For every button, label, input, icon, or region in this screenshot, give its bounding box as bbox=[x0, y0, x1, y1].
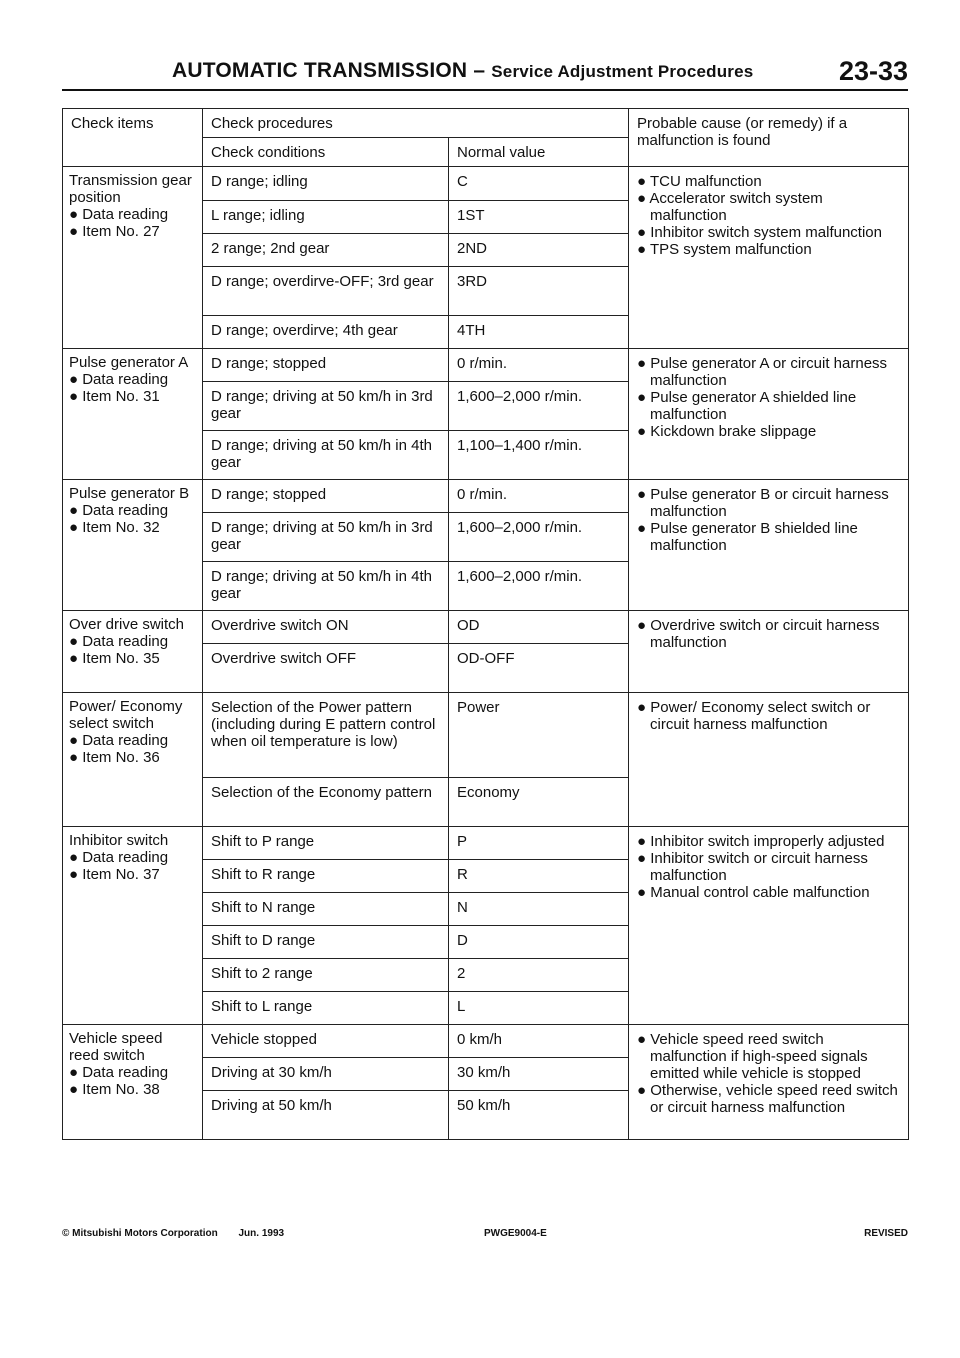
check-condition-cell: Driving at 50 km/h bbox=[203, 1091, 449, 1140]
check-item-line: ● Item No. 27 bbox=[69, 223, 160, 240]
check-condition-cell: D range; overdirve-OFF; 3rd gear bbox=[203, 267, 449, 316]
probable-cause-line: ● Otherwise, vehicle speed reed switch or circuit harness malfunction bbox=[637, 1082, 898, 1116]
probable-cause-line: ● Power/ Economy select switch or circuit harness malfunction bbox=[637, 699, 871, 733]
probable-cause-line: ● Overdrive switch or circuit harness malfunction bbox=[637, 617, 880, 651]
check-condition-cell: D range; overdirve; 4th gear bbox=[203, 316, 449, 349]
probable-cause-line: ● Pulse generator B shielded line malfunction bbox=[637, 520, 858, 554]
normal-value-cell: P bbox=[449, 827, 629, 860]
probable-cause-line: ● Pulse generator A shielded line malfunction bbox=[637, 389, 857, 423]
check-condition-cell: D range; driving at 50 km/h in 4th gear bbox=[203, 431, 449, 480]
probable-cause-cell bbox=[629, 167, 909, 349]
footer-left bbox=[62, 1228, 284, 1239]
normal-value-cell: D bbox=[449, 926, 629, 959]
table-row bbox=[63, 349, 909, 382]
normal-value-cell: 1,600–2,000 r/min. bbox=[449, 562, 629, 611]
section-title: AUTOMATIC TRANSMISSION bbox=[172, 59, 468, 82]
probable-cause-line: ● Accelerator switch system malfunction bbox=[637, 190, 823, 224]
probable-cause-line: ● TPS system malfunction bbox=[637, 241, 812, 258]
header-probable-cause: Probable cause (or remedy) if a malfunction is found bbox=[629, 109, 909, 167]
check-item-cell bbox=[63, 827, 203, 1025]
check-condition-cell: D range; driving at 50 km/h in 3rd gear bbox=[203, 513, 449, 562]
check-condition-cell: Shift to 2 range bbox=[203, 959, 449, 992]
check-item-line: ● Data reading bbox=[69, 206, 169, 223]
table-row bbox=[63, 167, 909, 201]
normal-value-cell: OD-OFF bbox=[449, 644, 629, 693]
normal-value-cell: 30 km/h bbox=[449, 1058, 629, 1091]
check-condition-cell: D range; stopped bbox=[203, 480, 449, 513]
page-header bbox=[62, 56, 908, 90]
check-condition-cell: Shift to D range bbox=[203, 926, 449, 959]
check-item-cell bbox=[63, 349, 203, 480]
check-item-cell bbox=[63, 693, 203, 827]
check-table bbox=[62, 108, 909, 1140]
header-rule bbox=[62, 89, 908, 91]
table-row bbox=[63, 480, 909, 513]
check-condition-cell: Shift to L range bbox=[203, 992, 449, 1025]
normal-value-cell: 0 r/min. bbox=[449, 349, 629, 382]
probable-cause-cell bbox=[629, 693, 909, 827]
normal-value-cell: 2 bbox=[449, 959, 629, 992]
check-item-cell bbox=[63, 480, 203, 611]
check-condition-cell: L range; idling bbox=[203, 201, 449, 234]
header-check-procedures: Check procedures bbox=[203, 109, 629, 138]
check-item-line: ● Item No. 35 bbox=[69, 650, 160, 667]
check-condition-cell: Shift to P range bbox=[203, 827, 449, 860]
footer-code: PWGE9004-E bbox=[484, 1228, 547, 1239]
check-item-line: ● Item No. 36 bbox=[69, 749, 160, 766]
probable-cause-cell bbox=[629, 349, 909, 480]
check-condition-cell: Selection of the Economy pattern bbox=[203, 778, 449, 827]
check-item-line: Pulse generator B bbox=[69, 485, 190, 502]
page-number: 23-33 bbox=[838, 56, 908, 86]
check-item-line: Over drive switch bbox=[69, 616, 185, 633]
check-item-line: Pulse generator A bbox=[69, 354, 189, 371]
probable-cause-line: ● Inhibitor switch or circuit harness malfunction bbox=[637, 850, 868, 884]
normal-value-cell: Power bbox=[449, 693, 629, 778]
check-item-line: ● Data reading bbox=[69, 1064, 169, 1081]
normal-value-cell: 1ST bbox=[449, 201, 629, 234]
footer-date: Jun. 1993 bbox=[238, 1228, 285, 1239]
check-item-cell bbox=[63, 167, 203, 349]
check-item-line: ● Item No. 38 bbox=[69, 1081, 160, 1098]
check-condition-cell: D range; driving at 50 km/h in 3rd gear bbox=[203, 382, 449, 431]
check-item-line: Power/ Economy select switch bbox=[69, 698, 183, 732]
check-item-cell bbox=[63, 611, 203, 693]
probable-cause-cell bbox=[629, 611, 909, 693]
check-item-line: ● Item No. 37 bbox=[69, 866, 160, 883]
normal-value-cell: OD bbox=[449, 611, 629, 644]
probable-cause-line: ● Inhibitor switch improperly adjusted bbox=[637, 833, 885, 850]
section-subtitle: Service Adjustment Procedures bbox=[491, 62, 754, 81]
check-condition-cell: Shift to N range bbox=[203, 893, 449, 926]
table-row bbox=[63, 611, 909, 644]
table-header-row bbox=[63, 109, 909, 138]
probable-cause-line: ● Inhibitor switch system malfunction bbox=[637, 224, 882, 241]
normal-value-cell: 2ND bbox=[449, 234, 629, 267]
normal-value-cell: C bbox=[449, 167, 629, 201]
check-condition-cell: Driving at 30 km/h bbox=[203, 1058, 449, 1091]
normal-value-cell: 1,600–2,000 r/min. bbox=[449, 513, 629, 562]
check-item-line: ● Item No. 31 bbox=[69, 388, 160, 405]
check-condition-cell: D range; idling bbox=[203, 167, 449, 201]
normal-value-cell: R bbox=[449, 860, 629, 893]
check-condition-cell: D range; stopped bbox=[203, 349, 449, 382]
normal-value-cell: 1,100–1,400 r/min. bbox=[449, 431, 629, 480]
normal-value-cell: 1,600–2,000 r/min. bbox=[449, 382, 629, 431]
normal-value-cell: L bbox=[449, 992, 629, 1025]
normal-value-cell: Economy bbox=[449, 778, 629, 827]
probable-cause-line: ● Vehicle speed reed switch malfunction if high-speed signals emitted while vehicle is stopped bbox=[637, 1031, 868, 1082]
check-item-line: Transmission gear position bbox=[69, 172, 192, 206]
check-condition-cell: Overdrive switch OFF bbox=[203, 644, 449, 693]
check-item-line: ● Item No. 32 bbox=[69, 519, 160, 536]
table-row bbox=[63, 827, 909, 860]
probable-cause-line: ● Manual control cable malfunction bbox=[637, 884, 870, 901]
check-condition-cell: Vehicle stopped bbox=[203, 1025, 449, 1058]
page-title: AUTOMATIC TRANSMISSION – Service Adjustment Procedures bbox=[172, 59, 754, 82]
table-row bbox=[63, 693, 909, 778]
probable-cause-line: ● Pulse generator B or circuit harness malfunction bbox=[637, 486, 889, 520]
header-normal-value: Normal value bbox=[449, 138, 629, 167]
check-table-body bbox=[63, 109, 909, 1140]
check-condition-cell: Shift to R range bbox=[203, 860, 449, 893]
check-item-line: ● Data reading bbox=[69, 849, 169, 866]
check-item-line: ● Data reading bbox=[69, 732, 169, 749]
check-condition-cell: Overdrive switch ON bbox=[203, 611, 449, 644]
probable-cause-line: ● Kickdown brake slippage bbox=[637, 423, 817, 440]
normal-value-cell: 50 km/h bbox=[449, 1091, 629, 1140]
table-row bbox=[63, 1025, 909, 1058]
probable-cause-cell bbox=[629, 1025, 909, 1140]
footer-copyright: © Mitsubishi Motors Corporation bbox=[62, 1228, 218, 1239]
check-condition-cell: Selection of the Power pattern (including during E pattern control when oil temperature is low) bbox=[203, 693, 449, 778]
footer-status: REVISED bbox=[864, 1228, 908, 1239]
normal-value-cell: 3RD bbox=[449, 267, 629, 316]
header-check-items: Check items bbox=[63, 109, 203, 167]
probable-cause-line: ● TCU malfunction bbox=[637, 173, 762, 190]
normal-value-cell: 0 km/h bbox=[449, 1025, 629, 1058]
check-item-line: ● Data reading bbox=[69, 371, 169, 388]
check-item-cell bbox=[63, 1025, 203, 1140]
check-item-line: ● Data reading bbox=[69, 633, 169, 650]
probable-cause-cell bbox=[629, 827, 909, 1025]
probable-cause-line: ● Pulse generator A or circuit harness malfunction bbox=[637, 355, 888, 389]
probable-cause-cell bbox=[629, 480, 909, 611]
check-item-line: Inhibitor switch bbox=[69, 832, 169, 849]
check-condition-cell: D range; driving at 50 km/h in 4th gear bbox=[203, 562, 449, 611]
check-item-line: ● Data reading bbox=[69, 502, 169, 519]
normal-value-cell: 0 r/min. bbox=[449, 480, 629, 513]
header-check-conditions: Check conditions bbox=[203, 138, 449, 167]
normal-value-cell: 4TH bbox=[449, 316, 629, 349]
check-condition-cell: 2 range; 2nd gear bbox=[203, 234, 449, 267]
normal-value-cell: N bbox=[449, 893, 629, 926]
check-item-line: Vehicle speed reed switch bbox=[69, 1030, 163, 1064]
